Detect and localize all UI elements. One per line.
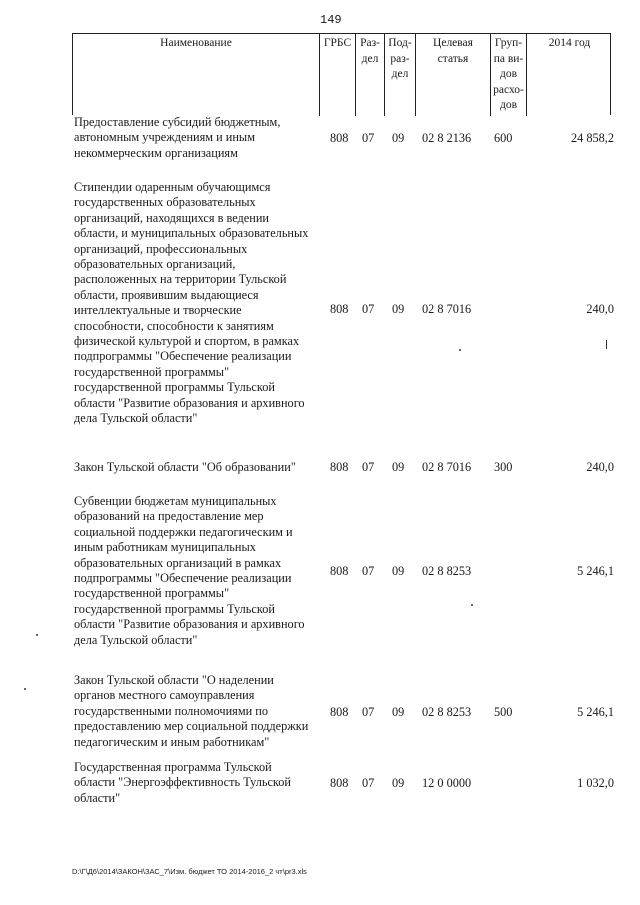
row-amount: 1 032,0 <box>577 776 614 790</box>
scan-dot <box>24 688 26 690</box>
scan-mark <box>606 340 607 349</box>
row-name: Закон Тульской области "Об образовании" <box>74 460 296 474</box>
row-razdel: 07 <box>362 705 375 719</box>
row-vid: 600 <box>494 131 513 145</box>
header-razdel: Раз- дел <box>356 34 385 116</box>
row-podrazdel: 09 <box>392 131 405 145</box>
row-podrazdel: 09 <box>392 460 405 474</box>
header-vid: Груп- па ви- дов расхо- дов <box>491 34 527 116</box>
header-target: Целевая статья <box>416 34 491 116</box>
row-name: Государственная программа Тульской области "Энергоэффективность Тульской области" <box>74 760 291 805</box>
page-number: 149 <box>320 13 342 27</box>
row-podrazdel: 09 <box>392 302 405 316</box>
row-podrazdel: 09 <box>392 564 405 578</box>
scan-dot <box>459 349 461 351</box>
row-target: 02 8 2136 <box>422 131 472 145</box>
row-amount: 5 246,1 <box>577 705 614 719</box>
row-grbs: 808 <box>330 564 349 578</box>
row-target: 02 8 7016 <box>422 302 472 316</box>
row-podrazdel: 09 <box>392 776 405 790</box>
row-name: Закон Тульской области "О наделении органов местного самоуправления государственными полномочиями по предоставлению мер социальной поддержки педагогическим и иным работникам" <box>74 673 309 749</box>
row-vid: 500 <box>494 705 513 719</box>
row-amount: 240,0 <box>586 302 614 316</box>
row-amount: 240,0 <box>586 460 614 474</box>
header-grbs: ГРБС <box>320 34 356 116</box>
footer-file-path: D:\Г\Д6\2014\ЗАКОН\ЗАС_7\Изм. бюджет ТО 2014-2016_2 чт\pr3.xls <box>72 867 307 876</box>
row-target: 02 8 8253 <box>422 564 472 578</box>
row-razdel: 07 <box>362 564 375 578</box>
row-razdel: 07 <box>362 776 375 790</box>
scan-dot <box>471 604 473 606</box>
row-razdel: 07 <box>362 460 375 474</box>
row-razdel: 07 <box>362 131 375 145</box>
row-target: 02 8 7016 <box>422 460 472 474</box>
row-name: Субвенции бюджетам муниципальных образований на предоставление мер социальной поддержки педагогическим и иным работникам муниципальных образовательных организаций в рамках подпрограммы "Обеспечение реализации государственной программы" государственной программы Тульской области "Развитие образования и архивного дела Тульской области" <box>74 494 305 647</box>
row-vid: 300 <box>494 460 513 474</box>
header-year: 2014 год <box>548 37 591 49</box>
row-amount: 24 858,2 <box>570 131 614 145</box>
row-grbs: 808 <box>330 705 349 719</box>
row-target: 12 0 0000 <box>422 776 472 790</box>
header-podrazdel: Под- раз- дел <box>385 34 416 116</box>
row-target: 02 8 8253 <box>422 705 472 719</box>
scan-dot <box>36 634 38 636</box>
row-grbs: 808 <box>330 302 349 316</box>
row-name: Предоставление субсидий бюджетным, автономным учреждениям и иным некоммерческим организациям <box>74 115 281 160</box>
header-name: Наименование <box>73 34 320 116</box>
row-razdel: 07 <box>362 302 375 316</box>
row-grbs: 808 <box>330 776 349 790</box>
row-amount: 5 246,1 <box>577 564 614 578</box>
row-grbs: 808 <box>330 460 349 474</box>
table-header <box>72 33 611 115</box>
row-podrazdel: 09 <box>392 705 405 719</box>
row-grbs: 808 <box>330 131 349 145</box>
row-name: Стипендии одаренным обучающимся государственных образовательных организаций, находящихся в ведении области, и муниципальных образовательных организаций, профессиональных образовательных организаций, расположенных на территории Тульской области, проявившим выдающиеся интеллектуальные и творческие способности, способности к занятиям физической культурой и спортом, в рамках подпрограммы "Обеспечение реализации государственной программы" государственной программы Тульской области "Развитие образования и архивного дела Тульской области" <box>74 180 309 426</box>
